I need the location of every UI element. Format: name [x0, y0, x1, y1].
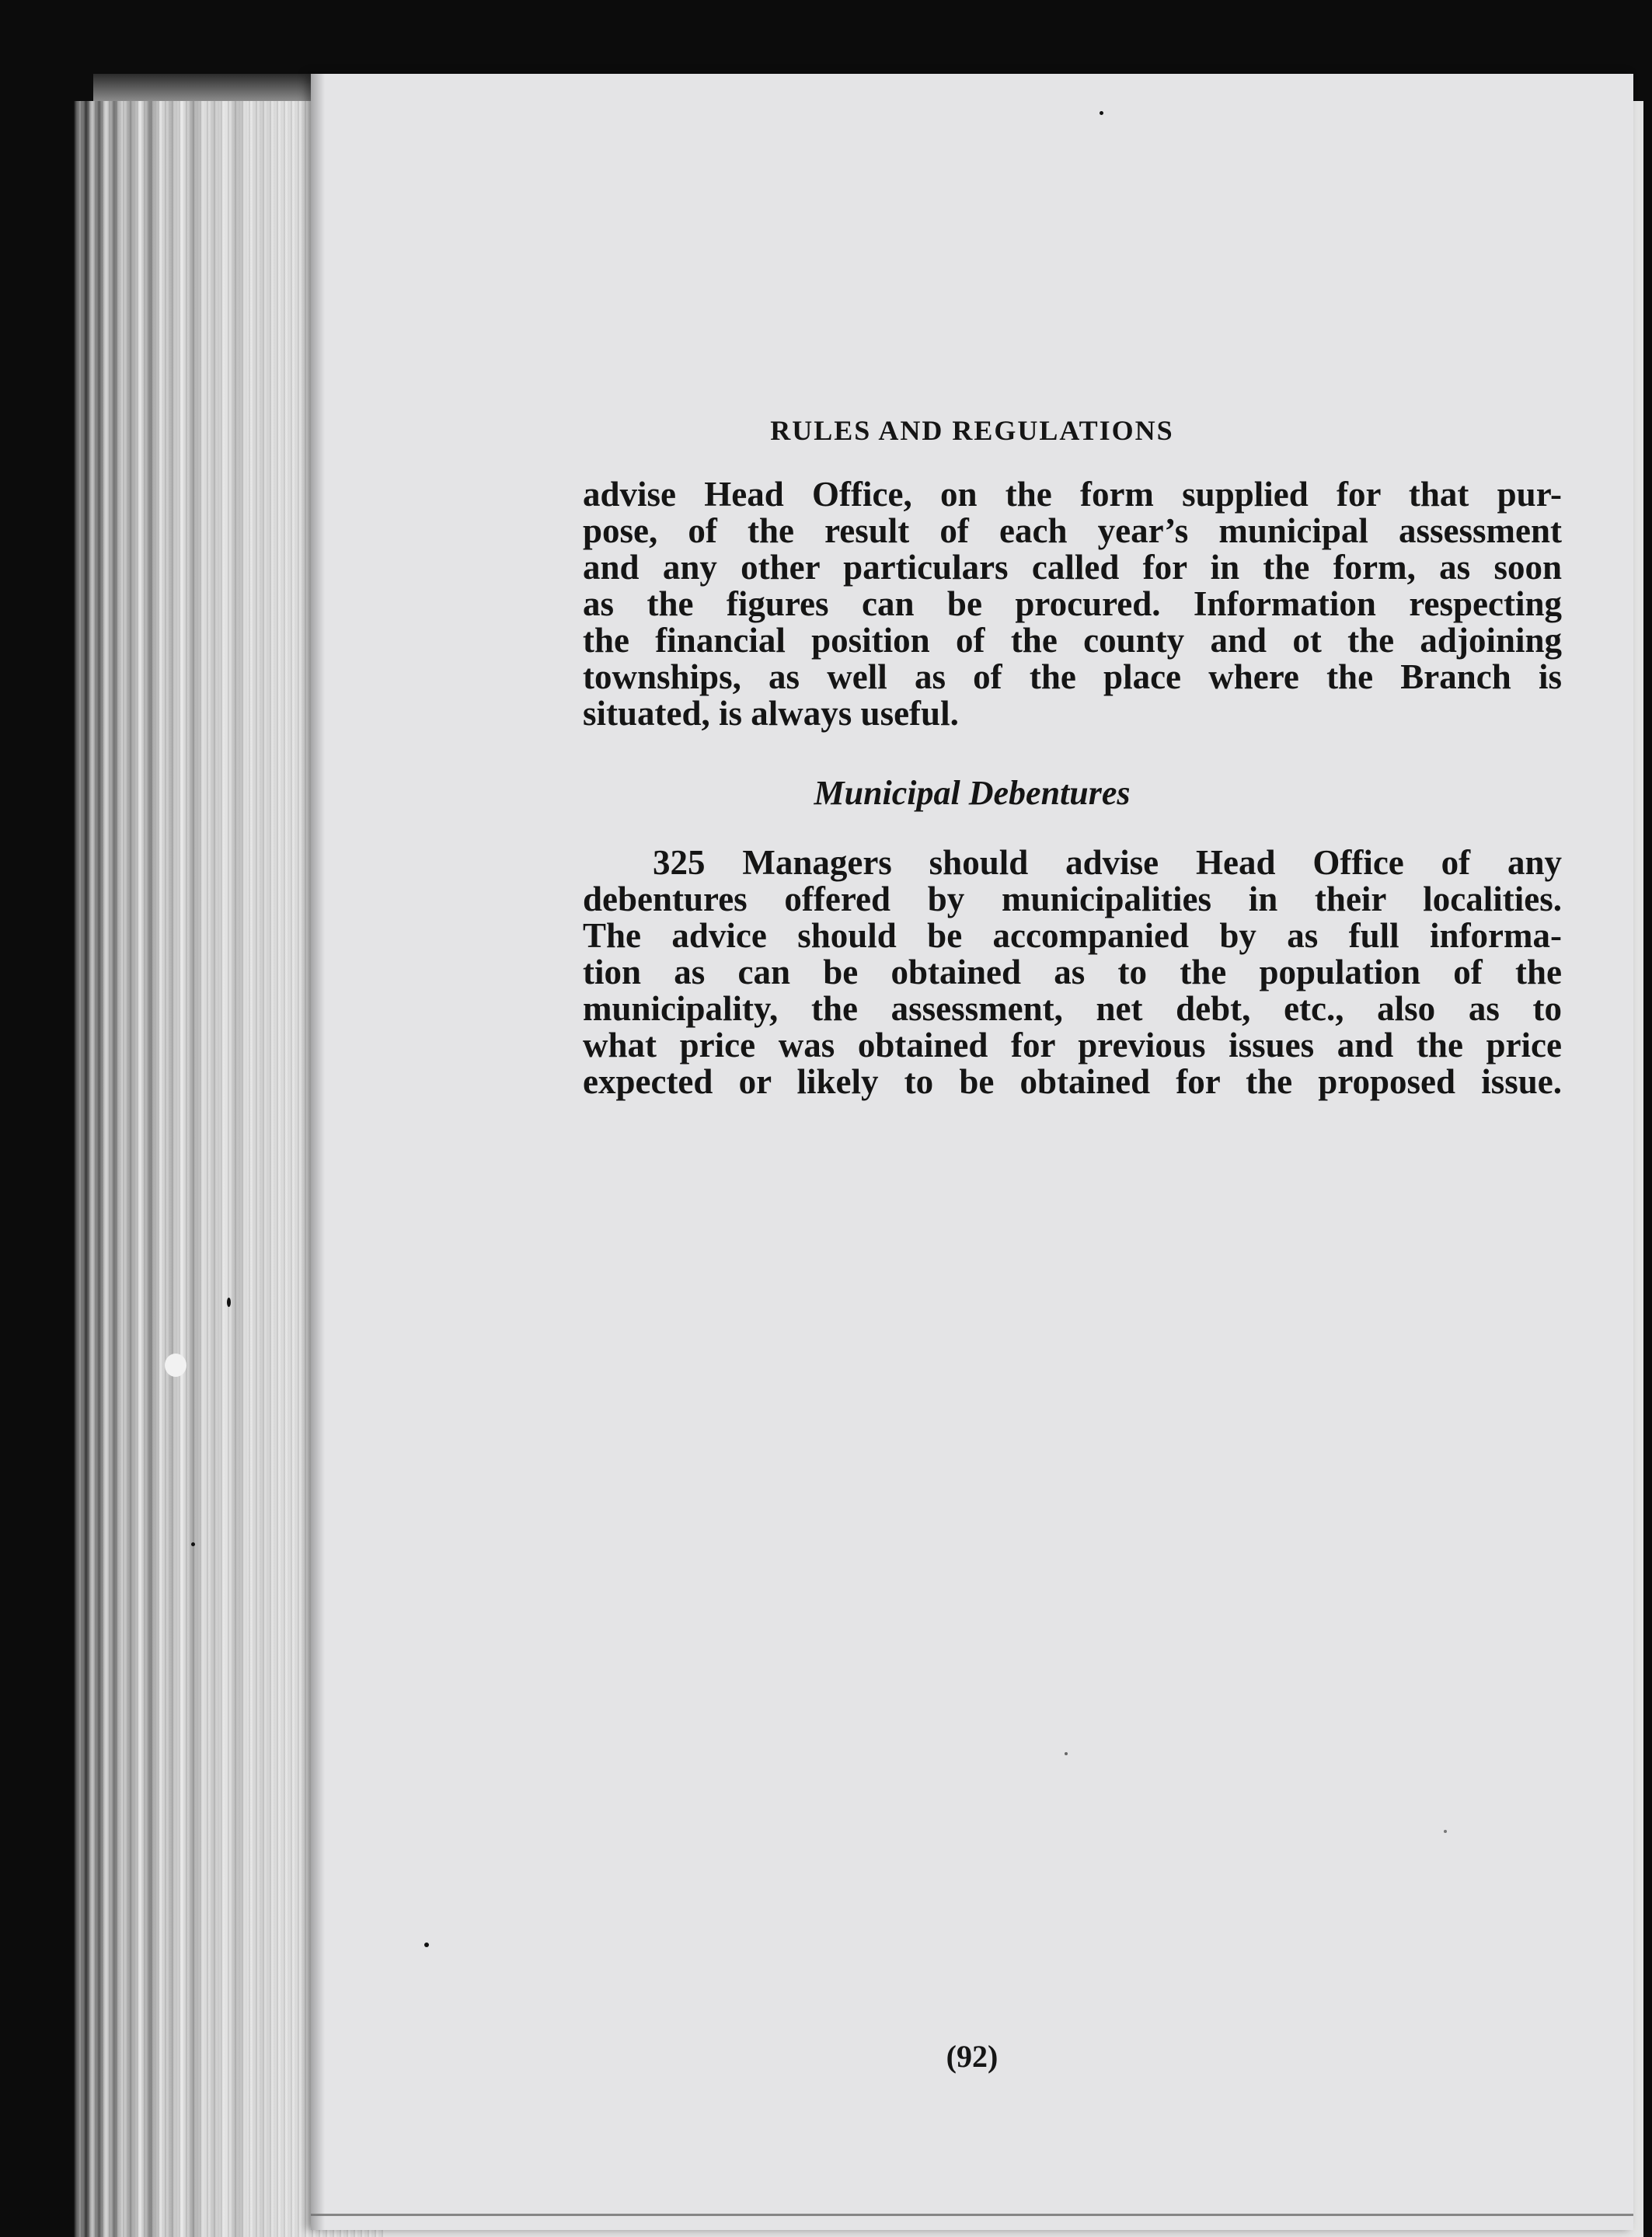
section-heading: Municipal Debentures [814, 774, 1131, 812]
text-line: debentures offered by municipalities in their localities. [583, 880, 1562, 918]
text-line: 325 Managers should advise Head Office of any [653, 843, 1562, 882]
text-line: pose, of the result of each year’s municipal assessment [583, 511, 1562, 550]
text-line: advise Head Office, on the form supplied for that pur- [583, 475, 1562, 514]
text-line: townships, as well as of the place where the Branch is [583, 657, 1562, 696]
dust-speck [165, 1354, 186, 1377]
text-line: municipality, the assessment, net debt, etc., also as to [583, 989, 1562, 1028]
dust-speck [227, 1298, 231, 1307]
text-line: what price was obtained for previous issues and the price [583, 1026, 1562, 1064]
dust-speck [1065, 1752, 1068, 1755]
page-number: (92) [946, 2039, 999, 2074]
dust-speck [1100, 111, 1103, 115]
book-page [311, 74, 1633, 2230]
text-line: tion as can be obtained as to the population of the [583, 953, 1562, 991]
section-paragraph [583, 845, 1562, 1100]
dust-speck [191, 1542, 195, 1546]
page-bottom-edge [311, 2214, 1633, 2216]
dust-speck [1444, 1830, 1447, 1833]
dust-speck [424, 1943, 429, 1947]
text-line: as the figures can be procured. Information respecting [583, 584, 1562, 623]
text-line: The advice should be accompanied by as full informa- [583, 916, 1562, 955]
continued-paragraph [583, 476, 1562, 732]
text-line: expected or likely to be obtained for the proposed issue. [583, 1062, 1562, 1101]
text-line: situated, is always useful. [583, 694, 959, 733]
text-line: and any other particulars called for in the form, as soon [583, 548, 1562, 587]
text-line: the financial position of the county and ot the adjoining [583, 621, 1562, 660]
running-head: RULES AND REGULATIONS [770, 415, 1174, 446]
